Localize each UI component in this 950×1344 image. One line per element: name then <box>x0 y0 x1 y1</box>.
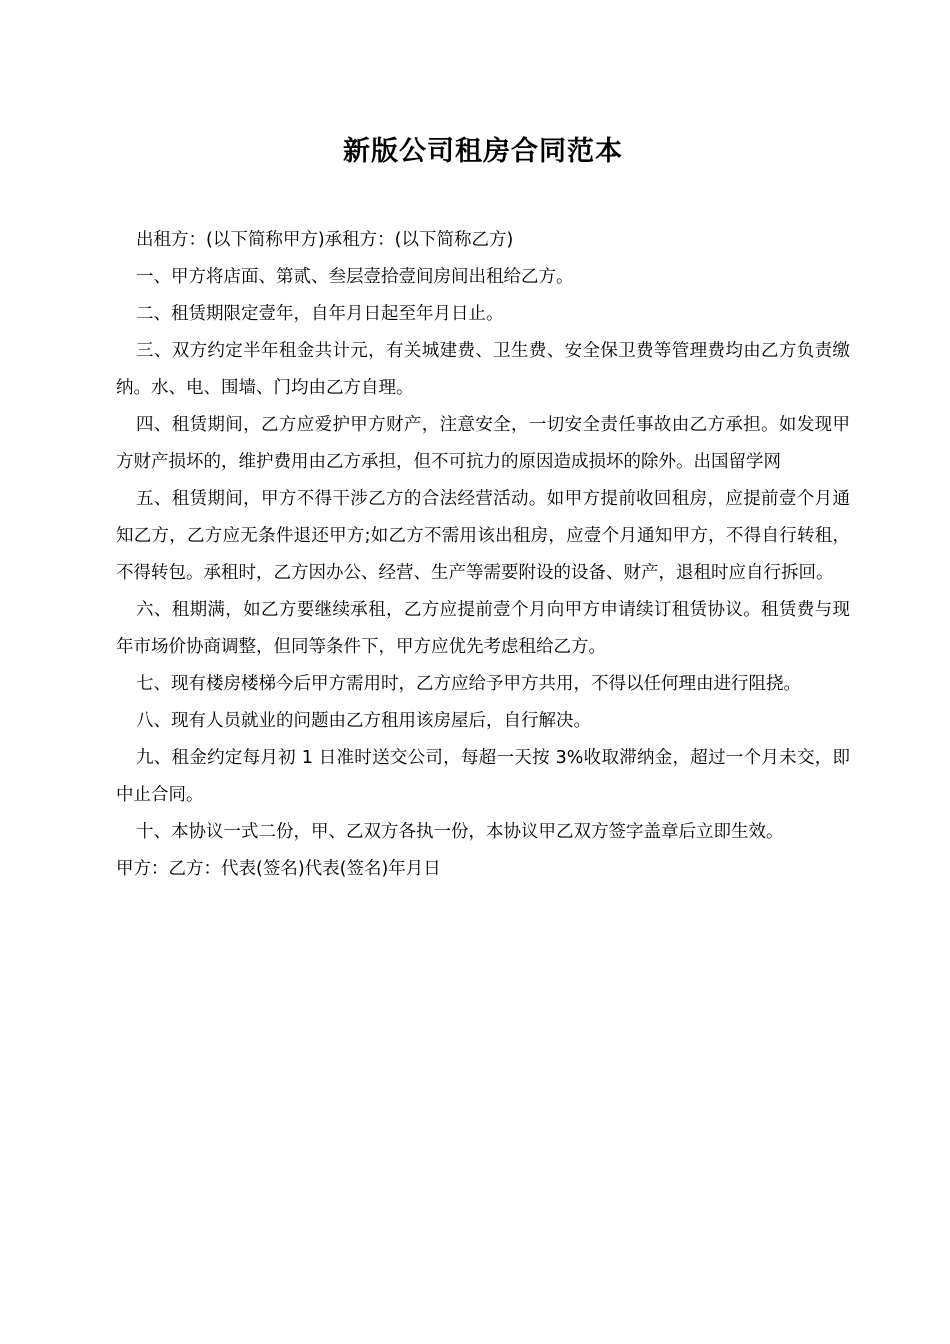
clause-3: 三、双方约定半年租金共计元，有关城建费、卫生费、安全保卫费等管理费均由乙方负责缴纳。水、电、围墙、门均由乙方自理。 <box>116 341 850 398</box>
clause-2: 二、租赁期限定壹年，自年月日起至年月日止。 <box>136 304 504 324</box>
clause-10: 十、本协议一式二份，甲、乙双方各执一份，本协议甲乙双方签字盖章后立即生效。 <box>136 822 784 842</box>
signature-line: 甲方：乙方：代表(签名)代表(签名)年月日 <box>116 859 441 879</box>
clause-1: 一、甲方将店面、第贰、叁层壹拾壹间房间出租给乙方。 <box>136 267 574 287</box>
clause-4: 四、租赁期间，乙方应爱护甲方财产，注意安全，一切安全责任事故由乙方承担。如发现甲方财产损坏的，维护费用由乙方承担，但不可抗力的原因造成损坏的除外。出国留学网 <box>116 415 850 472</box>
clause-8: 八、现有人员就业的问题由乙方租用该房屋后，自行解决。 <box>136 711 591 731</box>
clause-9: 九、租金约定每月初 1 日准时送交公司，每超一天按 3%收取滞纳金，超过一个月未交，即中止合同。 <box>116 748 850 805</box>
document-body <box>116 222 850 888</box>
clause-5: 五、租赁期间，甲方不得干涉乙方的合法经营活动。如甲方提前收回租房，应提前壹个月通知乙方，乙方应无条件退还甲方;如乙方不需用该出租房，应壹个月通知甲方，不得自行转租，不得转包。承租时，乙方因办公、经营、生产等需要附设的设备、财产，退租时应自行拆回。 <box>116 489 850 583</box>
parties-paragraph: 出租方：(以下简称甲方)承租方：(以下简称乙方) <box>136 230 514 250</box>
clause-6: 六、租期满，如乙方要继续承租，乙方应提前壹个月向甲方申请续订租赁协议。租赁费与现年市场价协商调整，但同等条件下，甲方应优先考虑租给乙方。 <box>116 600 850 657</box>
document-title: 新版公司租房合同范本 <box>343 136 623 167</box>
clause-7: 七、现有楼房楼梯今后甲方需用时，乙方应给予甲方共用，不得以任何理由进行阻挠。 <box>136 674 801 694</box>
